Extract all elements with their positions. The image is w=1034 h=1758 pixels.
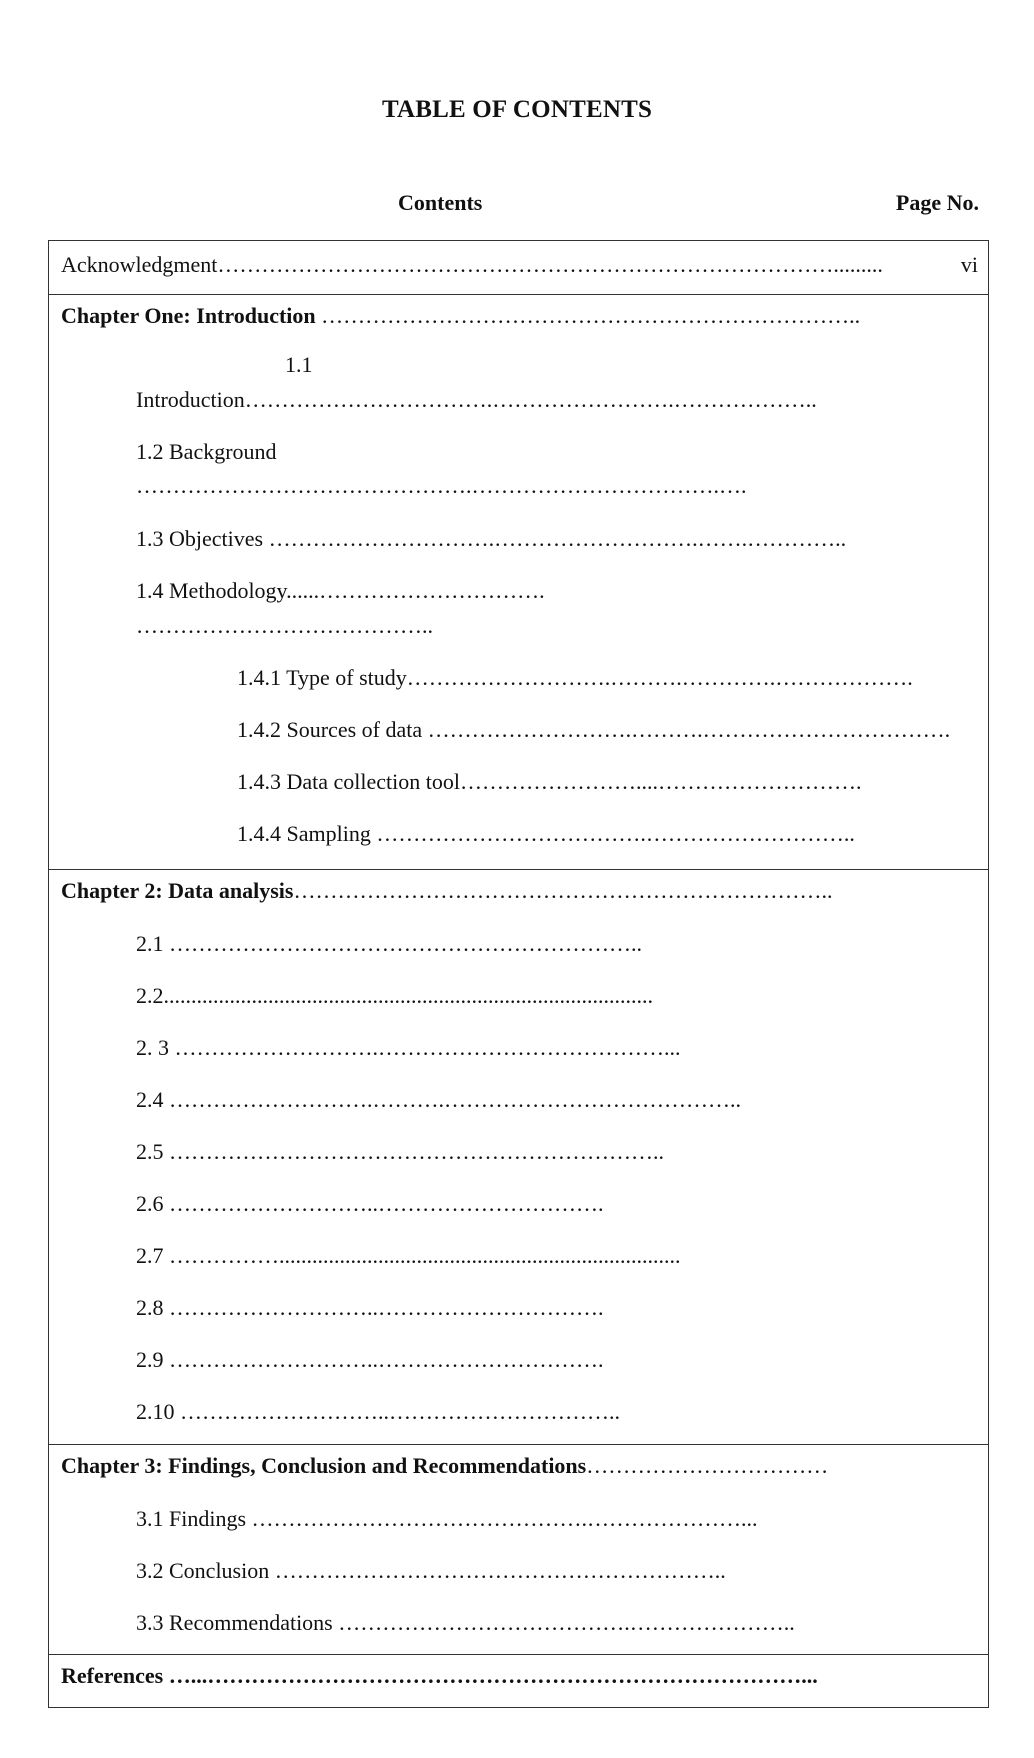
toc-section-acknowledgment — [49, 241, 988, 294]
chapter-1-leader: ……………………………………………………………….. — [315, 303, 861, 328]
column-header-contents: Contents — [398, 190, 483, 215]
toc-entry-3-3[interactable]: 3.3 Recommendations ………………………………….………………….. — [136, 1610, 795, 1635]
toc-entry-2-7[interactable]: 2.7 ……………......................................................................... — [136, 1243, 681, 1268]
toc-entry-2-9[interactable]: 2.9 ………………………..…………………………. — [136, 1347, 604, 1372]
chapter-2-heading: Chapter 2: Data analysis — [61, 878, 294, 903]
toc-entry-1-1[interactable]: Introduction…………………………….…………………….……………….. — [136, 387, 817, 412]
toc-entry-1-4-4[interactable]: 1.4.4 Sampling ……………………………….……………………….. — [237, 821, 855, 846]
toc-entry-1-4-2[interactable]: 1.4.2 Sources of data ……………………….……….……………………………. — [237, 717, 951, 742]
toc-entry-acknowledgment[interactable]: Acknowledgment…………………………………………………………………………......... — [61, 252, 883, 277]
toc-section-chapter-1 — [49, 294, 988, 869]
column-header-page-no: Page No. — [895, 190, 979, 215]
toc-table — [48, 240, 989, 1708]
toc-entry-1-4-leader: ………………………………….. — [136, 613, 433, 638]
toc-entry-2-2[interactable]: 2.2......................................................................................... — [136, 983, 653, 1008]
toc-section-chapter-2 — [49, 869, 988, 1444]
toc-section-references — [49, 1654, 988, 1707]
toc-entry-1-4-1[interactable]: 1.4.1 Type of study……………………….……….………….………………. — [237, 665, 913, 690]
chapter-3-heading: Chapter 3: Findings, Conclusion and Recommendations — [61, 1453, 587, 1478]
toc-entry-2-8[interactable]: 2.8 ………………………..…………………………. — [136, 1295, 604, 1320]
toc-entry-1-2-leader: ……………………………………….…………………………….…. — [136, 473, 747, 498]
toc-entry-2-5[interactable]: 2.5 ………………………………………………………….. — [136, 1139, 664, 1164]
toc-entry-1-4[interactable]: 1.4 Methodology......…………………………. — [136, 578, 545, 603]
toc-entry-1-2[interactable]: 1.2 Background — [136, 439, 277, 464]
toc-page-acknowledgment: vi — [960, 252, 978, 277]
toc-entry-1-3[interactable]: 1.3 Objectives ………………………….……………………….…….………….. — [136, 526, 847, 551]
toc-entry-1-1-number: 1.1 — [285, 352, 313, 377]
toc-entry-references[interactable]: References …...………………………………………………………………………... — [61, 1663, 818, 1688]
toc-section-chapter-3 — [49, 1444, 988, 1654]
toc-entry-2-10[interactable]: 2.10 ………………………..………………………….. — [136, 1399, 620, 1424]
toc-entry-2-4[interactable]: 2.4 ……………………….……….………………………………….. — [136, 1087, 741, 1112]
toc-entry-chapter-1[interactable] — [61, 303, 860, 329]
toc-entry-2-3[interactable]: 2. 3 ……………………….…………………………………... — [136, 1035, 681, 1060]
chapter-1-heading: Chapter One: Introduction — [61, 303, 316, 328]
toc-entry-3-1[interactable]: 3.1 Findings ……………………………………….…………………... — [136, 1506, 758, 1531]
toc-entry-3-2[interactable]: 3.2 Conclusion …………………………………………………….. — [136, 1558, 726, 1583]
chapter-2-leader: ……………………………………………………………….. — [293, 878, 833, 903]
chapter-3-leader: …………………………… — [586, 1453, 829, 1478]
toc-entry-2-6[interactable]: 2.6 ………………………..…………………………. — [136, 1191, 604, 1216]
page-title: TABLE OF CONTENTS — [381, 96, 653, 123]
toc-entry-1-4-3[interactable]: 1.4.3 Data collection tool……………………....………………………. — [237, 769, 862, 794]
toc-entry-chapter-2[interactable] — [61, 878, 832, 904]
toc-entry-chapter-3[interactable] — [61, 1453, 828, 1479]
toc-entry-2-1[interactable]: 2.1 ……………………………………………………….. — [136, 931, 642, 956]
